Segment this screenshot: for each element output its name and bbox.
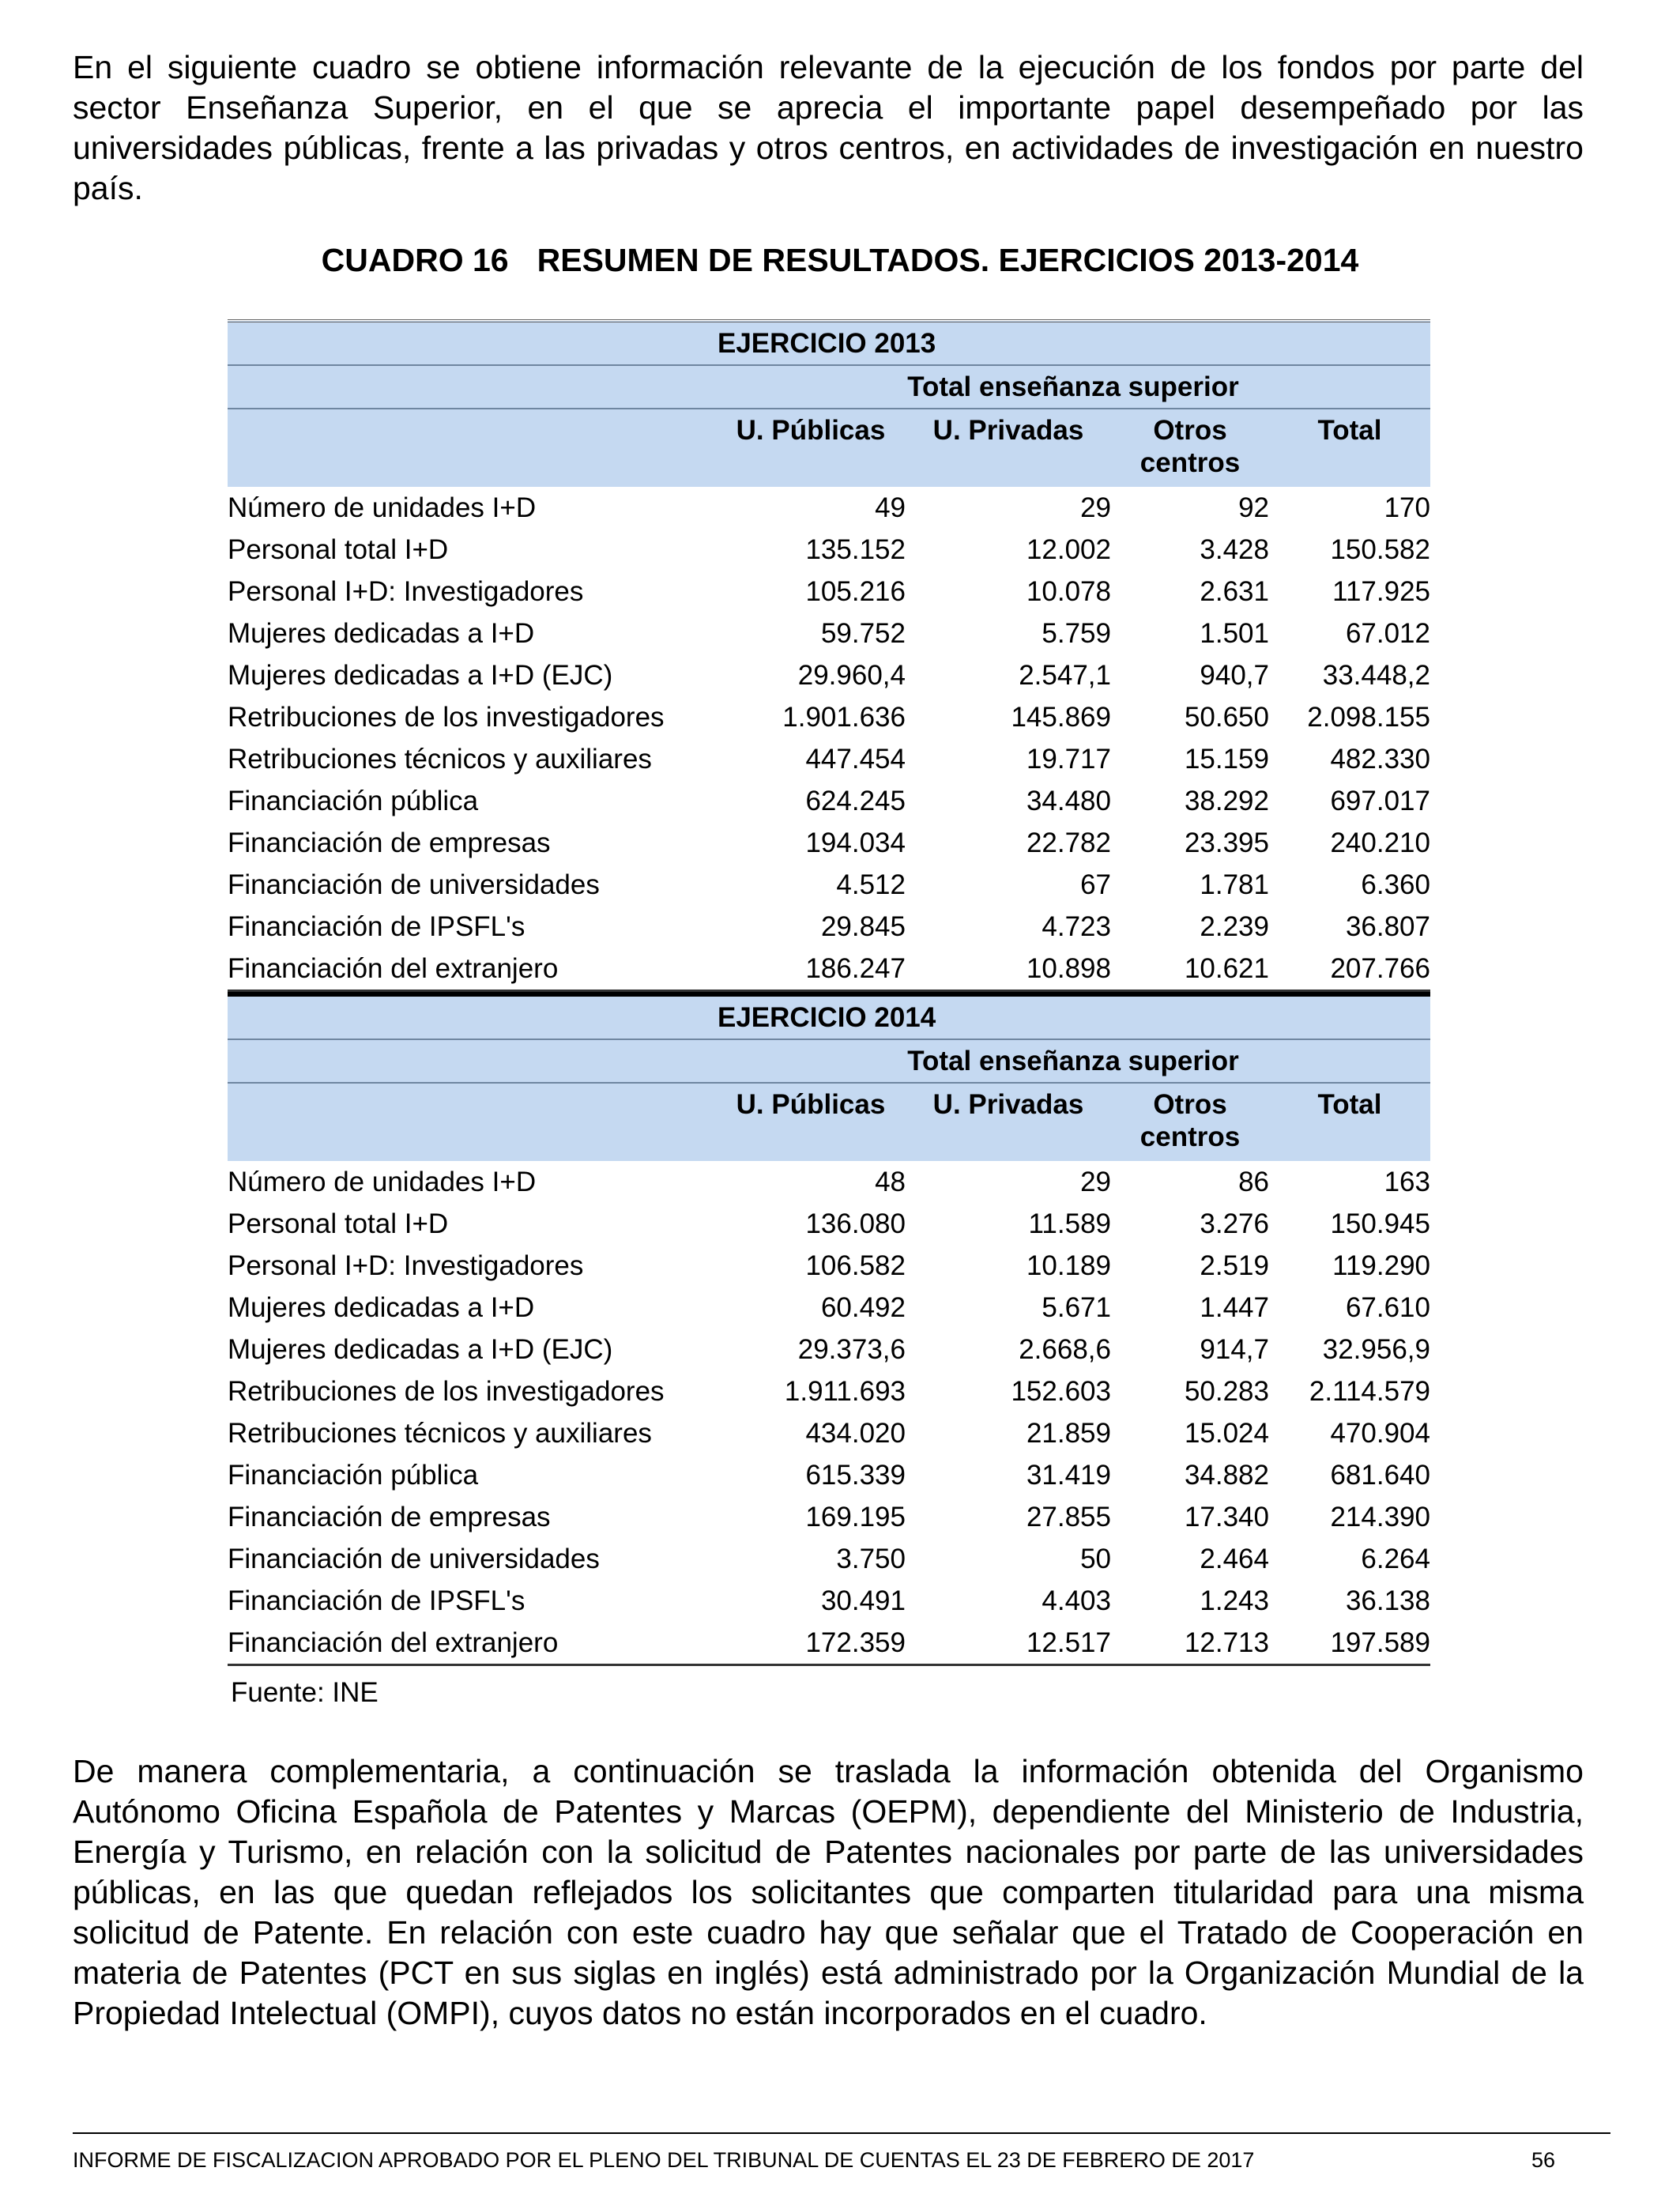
- table-row: [228, 571, 1430, 613]
- value-cell: 150.582: [1330, 534, 1430, 565]
- column-header: Total: [1269, 1083, 1430, 1161]
- value-cell: 697.017: [1330, 786, 1430, 816]
- table-row: [228, 948, 1430, 991]
- row-label: Financiación de empresas: [228, 827, 551, 858]
- value-cell: 2.098.155: [1307, 702, 1430, 733]
- value-cell: 5.671: [1042, 1292, 1111, 1323]
- value-cell: 163: [1384, 1167, 1430, 1197]
- row-label: Personal I+D: Investigadores: [228, 576, 584, 607]
- value-cell: 170: [1384, 492, 1430, 523]
- year-header: EJERCICIO 2014: [228, 994, 1430, 1039]
- column-group-header: Total enseñanza superior: [716, 365, 1430, 409]
- value-cell: 10.621: [1111, 948, 1269, 991]
- value-cell: 4.403: [1042, 1585, 1111, 1616]
- value-cell: 59.752: [820, 618, 906, 649]
- value-cell: 92: [1238, 492, 1269, 523]
- table-row: [228, 822, 1430, 864]
- value-cell: 36.807: [1345, 911, 1430, 942]
- value-cell: 2.631: [1200, 576, 1269, 607]
- value-cell: 1.901.636: [782, 702, 906, 733]
- value-cell: 29.373,6: [797, 1334, 906, 1365]
- row-label: Retribuciones técnicos y auxiliares: [228, 1418, 652, 1449]
- row-label: Financiación de universidades: [228, 869, 600, 900]
- column-header: U. Privadas: [906, 409, 1111, 487]
- value-cell: 50: [1080, 1544, 1111, 1574]
- value-cell: 4.723: [1042, 911, 1111, 942]
- value-cell: 470.904: [1330, 1418, 1430, 1449]
- value-cell: 27.855: [1026, 1502, 1111, 1532]
- value-cell: 106.582: [805, 1250, 906, 1281]
- table-row: [228, 1161, 1430, 1203]
- value-cell: 1.781: [1200, 869, 1269, 900]
- row-label: Mujeres dedicadas a I+D: [228, 618, 535, 649]
- table-row: [228, 1287, 1430, 1329]
- footer-divider: [73, 2132, 1610, 2134]
- value-cell: 12.002: [1026, 534, 1111, 565]
- value-cell: 29: [1080, 1167, 1111, 1197]
- caption-title: RESUMEN DE RESULTADOS. EJERCICIOS 2013-2014: [537, 242, 1359, 278]
- row-label: Financiación pública: [228, 1460, 479, 1491]
- table-source: Fuente: INE: [231, 1677, 379, 1708]
- row-label: Retribuciones de los investigadores: [228, 702, 665, 733]
- table-row: [228, 1412, 1430, 1454]
- table-row: [228, 613, 1430, 654]
- value-cell: 67.610: [1345, 1292, 1430, 1323]
- value-cell: 12.713: [1111, 1622, 1269, 1665]
- table-row: [228, 654, 1430, 696]
- row-label: Mujeres dedicadas a I+D (EJC): [228, 660, 613, 691]
- value-cell: 33.448,2: [1322, 660, 1430, 691]
- value-cell: 172.359: [716, 1622, 906, 1665]
- value-cell: 2.668,6: [1019, 1334, 1111, 1365]
- value-cell: 50.283: [1184, 1376, 1269, 1407]
- value-cell: 136.080: [805, 1208, 906, 1239]
- value-cell: 194.034: [805, 827, 906, 858]
- column-header: U. Públicas: [716, 409, 906, 487]
- value-cell: 67.012: [1345, 618, 1430, 649]
- value-cell: 615.339: [805, 1460, 906, 1491]
- value-cell: 23.395: [1184, 827, 1269, 858]
- value-cell: 169.195: [805, 1502, 906, 1532]
- column-group-header: Total enseñanza superior: [716, 1039, 1430, 1083]
- value-cell: 2.519: [1200, 1250, 1269, 1281]
- value-cell: 31.419: [1026, 1460, 1111, 1491]
- row-label: Financiación pública: [228, 786, 479, 816]
- value-cell: 11.589: [1028, 1208, 1111, 1239]
- value-cell: 29.845: [820, 911, 906, 942]
- value-cell: 2.114.579: [1309, 1376, 1430, 1407]
- blank-header-cell: [228, 1083, 716, 1161]
- table-row: [228, 1622, 1430, 1665]
- page-number: 56: [1531, 2148, 1555, 2172]
- value-cell: 197.589: [1269, 1622, 1430, 1665]
- row-label: Mujeres dedicadas a I+D: [228, 1292, 535, 1323]
- row-label: Financiación de empresas: [228, 1502, 551, 1532]
- value-cell: 119.290: [1332, 1250, 1430, 1281]
- value-cell: 6.360: [1361, 869, 1430, 900]
- value-cell: 214.390: [1330, 1502, 1430, 1532]
- value-cell: 38.292: [1184, 786, 1269, 816]
- value-cell: 17.340: [1184, 1502, 1269, 1532]
- value-cell: 48: [875, 1167, 906, 1197]
- column-header: Otros centros: [1111, 409, 1269, 487]
- value-cell: 21.859: [1026, 1418, 1111, 1449]
- row-label: Número de unidades I+D: [228, 492, 537, 523]
- value-cell: 1.243: [1200, 1585, 1269, 1616]
- value-cell: 681.640: [1330, 1460, 1430, 1491]
- value-cell: 914,7: [1200, 1334, 1269, 1365]
- table-row: [228, 529, 1430, 571]
- value-cell: 12.517: [906, 1622, 1111, 1665]
- row-label: Personal I+D: Investigadores: [228, 1250, 584, 1281]
- row-label: Financiación de IPSFL's: [228, 911, 525, 942]
- results-table-2014: [228, 992, 1430, 1666]
- year-header: EJERCICIO 2013: [228, 321, 1430, 365]
- table-row: [228, 1454, 1430, 1496]
- value-cell: 50.650: [1184, 702, 1269, 733]
- value-cell: 86: [1238, 1167, 1269, 1197]
- blank-header-cell: [228, 409, 716, 487]
- table-row: [228, 1538, 1430, 1580]
- value-cell: 36.138: [1345, 1585, 1430, 1616]
- value-cell: 2.239: [1200, 911, 1269, 942]
- value-cell: 1.501: [1200, 618, 1269, 649]
- table-row: [228, 906, 1430, 948]
- value-cell: 19.717: [1026, 744, 1111, 775]
- value-cell: 29.960,4: [797, 660, 906, 691]
- column-header: Total: [1269, 409, 1430, 487]
- value-cell: 434.020: [805, 1418, 906, 1449]
- value-cell: 186.247: [716, 948, 906, 991]
- value-cell: 150.945: [1330, 1208, 1430, 1239]
- table-row: [228, 1496, 1430, 1538]
- value-cell: 4.512: [836, 869, 906, 900]
- value-cell: 60.492: [820, 1292, 906, 1323]
- value-cell: 67: [1080, 869, 1111, 900]
- column-header: U. Públicas: [716, 1083, 906, 1161]
- value-cell: 135.152: [805, 534, 906, 565]
- value-cell: 3.428: [1200, 534, 1269, 565]
- row-label: Mujeres dedicadas a I+D (EJC): [228, 1334, 613, 1365]
- row-label: Financiación de IPSFL's: [228, 1585, 525, 1616]
- value-cell: 49: [875, 492, 906, 523]
- value-cell: 30.491: [820, 1585, 906, 1616]
- footer-text: INFORME DE FISCALIZACION APROBADO POR EL PLENO DEL TRIBUNAL DE CUENTAS EL 23 DE FEBRERO DE 2017: [73, 2148, 1255, 2172]
- results-table-2013: [228, 319, 1430, 992]
- intro-paragraph: En el siguiente cuadro se obtiene información relevante de la ejecución de los fondos por parte del sector Enseñanza Superior, en el que se aprecia el importante papel desempeñado por las universidades públicas, frente a las privadas y otros centros, en actividades de investigación en nuestro país.: [73, 49, 1584, 206]
- closing-paragraph: De manera complementaria, a continuación se traslada la información obtenida del Organismo Autónomo Oficina Española de Patentes y Marcas (OEPM), dependiente del Ministerio de Industria, Energía y Turismo, en relación con la solicitud de Patentes nacionales por parte de las universidades públicas, en las que quedan reflejados los solicitantes que comparten titularidad para una misma solicitud de Patente. En relación con este cuadro hay que señalar que el Tratado de Cooperación en materia de Patentes (PCT en sus siglas en inglés) está administrado por la Organización Mundial de la Propiedad Intelectual (OMPI), cuyos datos no están incorporados en el cuadro.: [73, 1753, 1584, 2031]
- value-cell: 2.464: [1200, 1544, 1269, 1574]
- value-cell: 2.547,1: [1019, 660, 1111, 691]
- blank-header-cell: [228, 1039, 716, 1083]
- value-cell: 105.216: [805, 576, 906, 607]
- value-cell: 624.245: [805, 786, 906, 816]
- value-cell: 34.480: [1026, 786, 1111, 816]
- value-cell: 940,7: [1200, 660, 1269, 691]
- row-label: Financiación del extranjero: [228, 1622, 716, 1665]
- row-label: Retribuciones de los investigadores: [228, 1376, 665, 1407]
- value-cell: 1.911.693: [784, 1376, 906, 1407]
- value-cell: 482.330: [1330, 744, 1430, 775]
- table-row: [228, 1203, 1430, 1245]
- table-row: [228, 738, 1430, 780]
- value-cell: 145.869: [1011, 702, 1111, 733]
- value-cell: 22.782: [1026, 827, 1111, 858]
- value-cell: 3.750: [836, 1544, 906, 1574]
- table-row: [228, 1370, 1430, 1412]
- row-label: Financiación del extranjero: [228, 948, 716, 991]
- value-cell: 1.447: [1200, 1292, 1269, 1323]
- column-header: Otros centros: [1111, 1083, 1269, 1161]
- table-row: [228, 1329, 1430, 1370]
- table-caption: [0, 240, 1680, 280]
- table-row: [228, 696, 1430, 738]
- row-label: Número de unidades I+D: [228, 1167, 537, 1197]
- blank-header-cell: [228, 365, 716, 409]
- value-cell: 29: [1080, 492, 1111, 523]
- value-cell: 34.882: [1184, 1460, 1269, 1491]
- value-cell: 117.925: [1332, 576, 1430, 607]
- value-cell: 6.264: [1361, 1544, 1430, 1574]
- table-row: [228, 864, 1430, 906]
- value-cell: 5.759: [1042, 618, 1111, 649]
- value-cell: 152.603: [1011, 1376, 1111, 1407]
- row-label: Financiación de universidades: [228, 1544, 600, 1574]
- value-cell: 15.024: [1184, 1418, 1269, 1449]
- row-label: Personal total I+D: [228, 1208, 449, 1239]
- value-cell: 10.189: [1026, 1250, 1111, 1281]
- column-header: U. Privadas: [906, 1083, 1111, 1161]
- value-cell: 15.159: [1184, 744, 1269, 775]
- table-row: [228, 487, 1430, 529]
- value-cell: 447.454: [805, 744, 906, 775]
- value-cell: 207.766: [1269, 948, 1430, 991]
- table-row: [228, 780, 1430, 822]
- value-cell: 10.898: [906, 948, 1111, 991]
- value-cell: 240.210: [1330, 827, 1430, 858]
- caption-number: CUADRO 16: [321, 242, 509, 278]
- value-cell: 3.276: [1200, 1208, 1269, 1239]
- row-label: Personal total I+D: [228, 534, 449, 565]
- table-row: [228, 1580, 1430, 1622]
- value-cell: 10.078: [1026, 576, 1111, 607]
- table-row: [228, 1245, 1430, 1287]
- value-cell: 32.956,9: [1322, 1334, 1430, 1365]
- row-label: Retribuciones técnicos y auxiliares: [228, 744, 652, 775]
